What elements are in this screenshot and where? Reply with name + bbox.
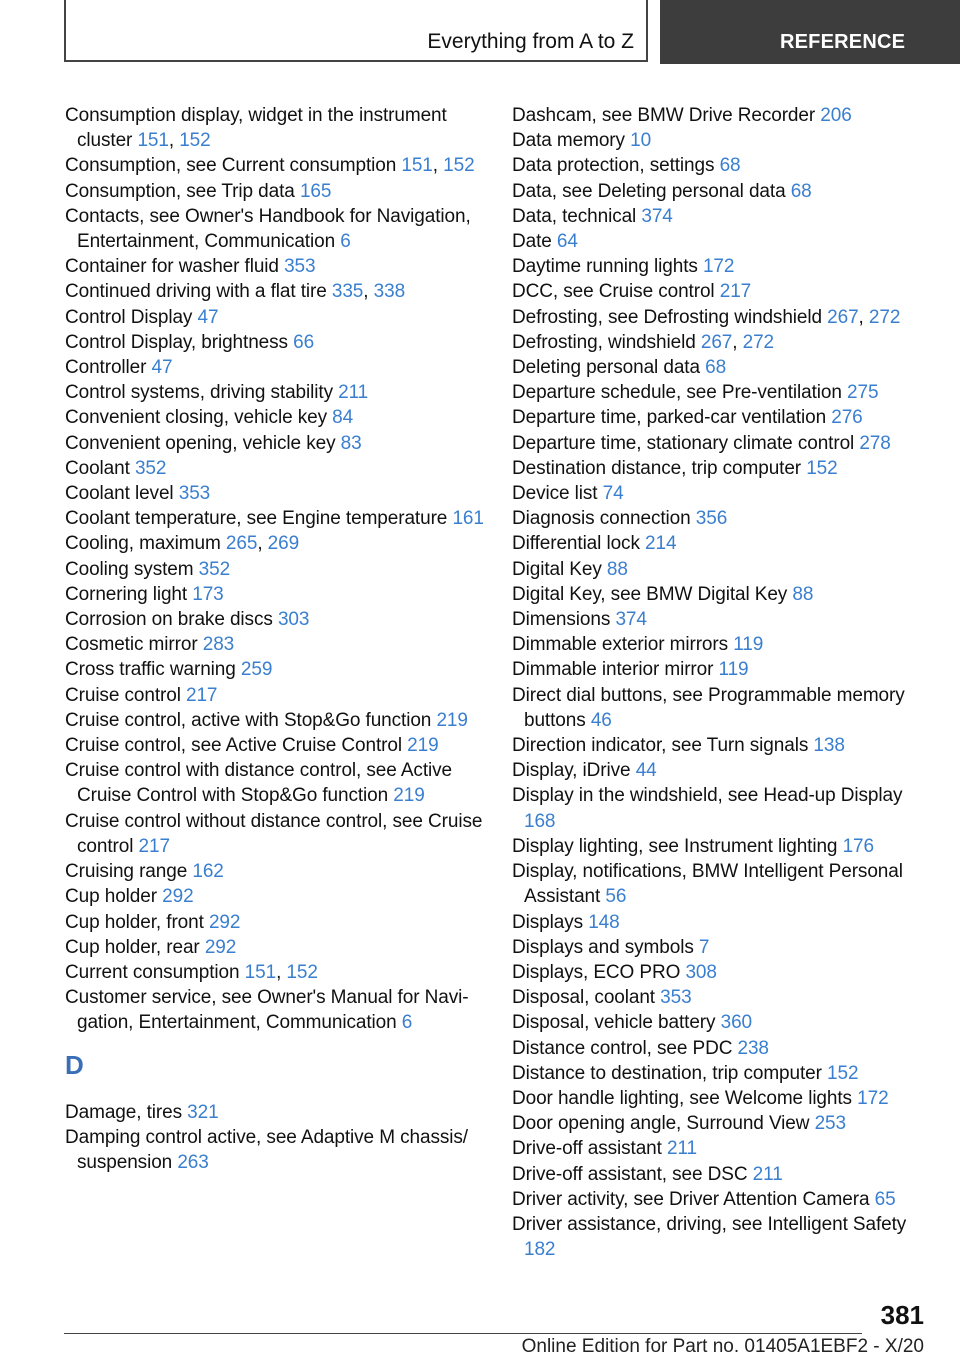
index-entry [512, 1187, 922, 1212]
page-link[interactable]: 119 [733, 634, 764, 656]
page-link[interactable]: 265 [225, 533, 258, 555]
index-entry [512, 405, 922, 430]
index-entry-term: Coolant [65, 457, 135, 479]
index-entry-term: Cruise control with distance control, see Active Cruise Control with Stop&Go function [65, 760, 452, 807]
index-entry-term: Cooling system [65, 558, 199, 580]
entries-d [65, 1100, 485, 1176]
index-entry [512, 229, 922, 254]
page-link[interactable]: 56 [605, 886, 627, 908]
index-entry [512, 506, 922, 531]
page-link[interactable]: 152 [286, 961, 318, 983]
index-entry-term: Dimensions [512, 609, 616, 631]
index-entry: Consumption display, widget in the instrument cluster 151, 152 [65, 105, 447, 152]
index-entry-term: Damage, tires [65, 1101, 188, 1123]
index-entry [512, 985, 922, 1010]
page-link[interactable]: 211 [338, 382, 369, 404]
page-link[interactable]: 68 [705, 357, 727, 379]
index-entry [512, 481, 922, 506]
page-link[interactable]: 353 [660, 987, 692, 1009]
index-entry [65, 859, 485, 884]
index-entry [65, 204, 485, 254]
index-entry-term: Defrosting, windshield [512, 331, 701, 353]
page-link[interactable]: 217 [138, 835, 170, 857]
page-link[interactable]: 292 [162, 886, 194, 908]
index-entry [65, 254, 485, 279]
index-entry-term: Display, notifications, BMW Intelligent Personal Assistant [512, 861, 903, 908]
index-entry [65, 884, 485, 909]
index-column-right [512, 103, 922, 1262]
page-link[interactable]: 172 [702, 256, 735, 278]
index-entry-term: Convenient closing, vehicle key [65, 407, 333, 429]
page-link[interactable]: 47 [151, 357, 173, 379]
index-entry [512, 1010, 922, 1035]
index-entry-term: Consumption, see Trip data [65, 180, 300, 202]
index-entry-term: Corrosion on brake discs [65, 609, 278, 631]
index-entry [512, 380, 922, 405]
index-entry-term: Continued driving with a flat tire [65, 281, 332, 303]
index-entry [512, 254, 922, 279]
index-entry-term: Differential lock [512, 533, 646, 555]
index-entry [512, 657, 922, 682]
page-link[interactable]: 219 [436, 709, 468, 731]
index-entry [65, 431, 485, 456]
index-entry-term: Daytime running lights [512, 256, 703, 278]
index-entry-term: Displays and symbols [512, 936, 699, 958]
page-link[interactable]: 217 [186, 684, 218, 706]
index-entry [65, 910, 485, 935]
index-entry-term: Data protection, settings [512, 155, 720, 177]
index-column-left [65, 103, 485, 1175]
index-entry-term: Cosmetic mirror [65, 634, 203, 656]
page-link[interactable]: 66 [293, 331, 315, 353]
page-link[interactable]: 206 [820, 105, 852, 126]
page-link[interactable]: 353 [284, 256, 316, 278]
index-entry [512, 128, 922, 153]
page-link[interactable]: 219 [407, 735, 439, 757]
index-entry-term: Driver assistance, driving, see Intelligent Safety [512, 1213, 907, 1235]
index-entry-term: Date [512, 231, 557, 253]
page-link[interactable]: 44 [635, 760, 657, 782]
index-entry [512, 179, 922, 204]
index-entry [65, 179, 485, 204]
index-entry-term: Diagnosis connection [512, 508, 696, 530]
index-entry: Continued driving with a flat tire 335, 338 [65, 281, 406, 303]
index-entry-term: Cruise control without distance control, see Cruise control [65, 810, 483, 857]
index-entry [65, 405, 485, 430]
page-link[interactable]: 278 [859, 432, 891, 454]
page-link[interactable]: 172 [857, 1087, 889, 1109]
page-link[interactable]: 253 [814, 1113, 846, 1135]
index-entry [512, 1136, 922, 1161]
index-entry [512, 355, 922, 380]
index-entry-term: DCC, see Cruise control [512, 281, 720, 303]
page-link[interactable]: 211 [666, 1138, 697, 1160]
page-link[interactable]: 292 [208, 911, 241, 933]
page-link[interactable]: 88 [606, 558, 628, 580]
index-entry-term: Display lighting, see Instrument lighting [512, 835, 843, 857]
index-entry-term: Device list [512, 483, 603, 505]
index-entry-term: Door handle lighting, see Welcome lights [512, 1087, 858, 1109]
page-link[interactable]: 238 [737, 1037, 769, 1059]
index-entry [512, 1111, 922, 1136]
index-entry-term: Digital Key, see BMW Digital Key [512, 583, 793, 605]
page-link[interactable]: 292 [204, 936, 237, 958]
index-entry-term: Control Display, brightness [65, 331, 294, 353]
index-entry-term: Cruise control [65, 684, 186, 706]
page-link[interactable]: 176 [842, 835, 874, 857]
index-entry [65, 708, 485, 733]
index-entry [512, 834, 922, 859]
index-entry-term: Disposal, coolant [512, 987, 661, 1009]
page-link[interactable]: 168 [524, 810, 556, 832]
page-link[interactable]: 335 [331, 281, 364, 303]
index-entry [65, 607, 485, 632]
index-entry-term: Cruise control, see Active Cruise Control [65, 735, 408, 757]
index-entry-term: Distance to destination, trip computer [512, 1062, 828, 1084]
page-link[interactable]: 267 [700, 331, 733, 353]
index-entry-term: Controller [65, 357, 152, 379]
index-entry [512, 960, 922, 985]
index-entry-term: Cornering light [65, 583, 193, 605]
index-entry [512, 1036, 922, 1061]
index-entry-term: Distance control, see PDC [512, 1037, 738, 1059]
index-entry-term: Departure time, stationary climate control [512, 432, 860, 454]
index-entry [512, 607, 922, 632]
page-link[interactable]: 308 [685, 961, 717, 983]
index-entry-term: Destination distance, trip computer [512, 457, 807, 479]
page-link[interactable]: 165 [299, 180, 332, 202]
page-link[interactable]: 152 [179, 130, 211, 152]
index-entry: Defrosting, see Defrosting windshield 267, 272 [512, 306, 901, 328]
index-entry [512, 733, 922, 758]
index-entry-term: Departure time, parked-car ventilation [512, 407, 832, 429]
index-entry [512, 431, 922, 456]
index-entry [65, 1100, 485, 1125]
page-link[interactable]: 211 [752, 1163, 783, 1185]
page-link[interactable]: 214 [645, 533, 677, 555]
page-link[interactable]: 352 [198, 558, 231, 580]
page-link[interactable]: 151 [244, 961, 277, 983]
index-entry: Current consumption 151, 152 [65, 961, 318, 983]
page-link[interactable]: 353 [178, 483, 211, 505]
index-entry-term: Direction indicator, see Turn signals [512, 735, 814, 757]
page-link[interactable]: 374 [615, 609, 647, 631]
page-link[interactable]: 269 [267, 533, 300, 555]
page-link[interactable]: 83 [340, 432, 362, 454]
index-entry-term: Cruise control, active with Stop&Go function [65, 709, 437, 731]
index-entry-term: Contacts, see Owner's Handbook for Navigation, Entertainment, Communication [65, 205, 471, 253]
index-entry [65, 380, 485, 405]
index-entry [512, 456, 922, 481]
page-link[interactable]: 272 [868, 306, 901, 328]
page-link[interactable]: 259 [240, 659, 273, 681]
index-entry [65, 758, 485, 808]
index-entry [65, 935, 485, 960]
page-link[interactable]: 68 [719, 155, 741, 177]
page-link[interactable]: 68 [790, 180, 812, 202]
page-link[interactable]: 6 [340, 231, 351, 253]
page-link[interactable]: 219 [393, 785, 425, 807]
index-entry-term: Display, iDrive [512, 760, 636, 782]
index-entry-term: Display in the windshield, see Head-up Display [512, 785, 903, 807]
page-link[interactable]: 46 [590, 709, 612, 731]
index-entry [512, 758, 922, 783]
index-entry-term: Cooling, maximum [65, 533, 226, 555]
index-entry-term: Cup holder, rear [65, 936, 205, 958]
index-entry [512, 103, 922, 128]
index-entry-term: Cup holder, front [65, 911, 209, 933]
page-link[interactable]: 352 [134, 457, 167, 479]
index-entry [512, 153, 922, 178]
page-link[interactable]: 338 [373, 281, 406, 303]
page-link[interactable]: 138 [813, 735, 845, 757]
index-entry-term: Convenient opening, vehicle key [65, 432, 341, 454]
page-link[interactable]: 84 [332, 407, 354, 429]
page-link[interactable]: 356 [695, 508, 728, 530]
index-entry-term: Deleting personal data [512, 357, 706, 379]
index-entry-term: Cross traffic warning [65, 659, 241, 681]
page-link[interactable]: 360 [720, 1012, 753, 1034]
page-link[interactable]: 275 [847, 382, 879, 404]
index-entry-term: Control Display [65, 306, 198, 328]
index-entry [512, 935, 922, 960]
index-entry-term: Dimmable exterior mirrors [512, 634, 734, 656]
page-link[interactable]: 303 [277, 609, 310, 631]
index-entry-term: Departure schedule, see Pre-ventilation [512, 382, 848, 404]
index-entry-term: Coolant temperature, see Engine temperature [65, 508, 453, 530]
entries-c [65, 103, 485, 1036]
index-entry [512, 557, 922, 582]
index-entry: Consumption, see Current consumption 151, 152 [65, 155, 475, 177]
index-entry [65, 557, 485, 582]
index-entry-term: Direct dial buttons, see Programmable memory buttons [512, 684, 905, 731]
index-entry [65, 809, 485, 859]
index-entry-term: Customer service, see Owner's Manual for Navigation, Entertainment, Communication [65, 987, 469, 1034]
index-entry-term: Damping control active, see Adaptive M chassis/ suspension [65, 1126, 468, 1173]
page-link[interactable]: 6 [401, 1012, 413, 1034]
index-entry [512, 1086, 922, 1111]
index-entry [65, 305, 485, 330]
page-link[interactable]: 151 [401, 155, 433, 177]
index-entry-term: Cruising range [65, 861, 193, 883]
page-link[interactable]: 119 [718, 659, 749, 681]
page-link[interactable]: 152 [827, 1062, 859, 1084]
index-entry-term: Driver activity, see Driver Attention Camera [512, 1188, 875, 1210]
page-link[interactable]: 10 [630, 130, 652, 152]
index-entry [512, 1212, 922, 1262]
index-entry [65, 632, 485, 657]
page-link[interactable]: 267 [827, 306, 859, 328]
header-frame [64, 0, 648, 62]
index-entry [512, 783, 922, 833]
page-link[interactable]: 374 [641, 205, 673, 227]
index-entry-term: Container for washer fluid [65, 256, 285, 278]
page-link[interactable]: 148 [588, 911, 620, 933]
page-link[interactable]: 217 [719, 281, 752, 303]
page-link[interactable]: 47 [197, 306, 219, 328]
page-link[interactable]: 152 [806, 457, 838, 479]
index-entry [65, 355, 485, 380]
index-entry-term: Data memory [512, 130, 631, 152]
index-entry-term: Displays [512, 911, 589, 933]
index-entry-term: Defrosting, see Defrosting windshield [512, 306, 828, 328]
index-entry [65, 733, 485, 758]
header-title: Everything from A to Z [427, 30, 634, 53]
page-link[interactable]: 162 [192, 861, 224, 883]
edition-footer: Online Edition for Part no. 01405A1EBF2 - X/20 [521, 1336, 924, 1357]
index-entry [512, 279, 922, 304]
page-link[interactable]: 272 [742, 331, 775, 353]
index-entry-term: Drive-off assistant, see DSC [512, 1163, 753, 1185]
page-link[interactable]: 74 [602, 483, 624, 505]
index-entry-term: Drive-off assistant [512, 1138, 667, 1160]
index-entry-term: Door opening angle, Surround View [512, 1113, 815, 1135]
index-entry [512, 910, 922, 935]
page-link[interactable]: 321 [187, 1101, 219, 1123]
index-entry [512, 859, 922, 909]
page-link[interactable]: 276 [831, 407, 863, 429]
index-entry-term: Current consumption [65, 961, 245, 983]
page-link[interactable]: 173 [192, 583, 224, 605]
index-entry [65, 683, 485, 708]
index-entry [65, 330, 485, 355]
page-link[interactable]: 64 [556, 231, 578, 253]
section-letter-heading: D [65, 1049, 84, 1080]
index-entry [512, 204, 922, 229]
index-entry-term: Dimmable interior mirror [512, 659, 719, 681]
page-link[interactable]: 182 [524, 1239, 556, 1261]
index-entry [512, 1061, 922, 1086]
index-entry-term: Disposal, vehicle battery [512, 1012, 721, 1034]
index-entry [512, 582, 922, 607]
page-link[interactable]: 161 [452, 508, 484, 530]
page-link[interactable]: 88 [792, 583, 814, 605]
index-entry: Cooling, maximum 265, 269 [65, 533, 300, 555]
index-entry-term: Consumption, see Current consumption [65, 155, 402, 177]
index-entry-term: Data, see Deleting personal data [512, 180, 791, 202]
page-link[interactable]: 283 [202, 634, 235, 656]
index-entry-term: Dashcam, see BMW Drive Recorder [512, 105, 821, 126]
index-entry-term: Displays, ECO PRO [512, 961, 686, 983]
index-entry: Defrosting, windshield 267, 272 [512, 331, 775, 353]
index-entry [65, 582, 485, 607]
index-entry [512, 1162, 922, 1187]
index-entry [65, 481, 485, 506]
index-entry [65, 985, 485, 1035]
page-link[interactable]: 152 [443, 155, 475, 177]
index-entry-term: Coolant level [65, 483, 179, 505]
index-entry [512, 683, 922, 733]
entries-d-continued [512, 103, 922, 1262]
index-entry [65, 456, 485, 481]
index-entry-term: Control systems, driving stability [65, 382, 339, 404]
index-entry-term: Cup holder [65, 886, 163, 908]
page-link[interactable]: 65 [874, 1188, 896, 1210]
index-entry [65, 657, 485, 682]
index-entry [65, 1125, 485, 1175]
page-link[interactable]: 151 [137, 130, 169, 152]
index-entry [512, 531, 922, 556]
page-number: 381 [880, 1300, 924, 1330]
index-entry [65, 506, 485, 531]
index-entry [512, 632, 922, 657]
page-link[interactable]: 263 [177, 1151, 209, 1173]
index-entry-term: Data, technical [512, 205, 642, 227]
footer-divider [64, 1333, 862, 1334]
section-tab[interactable]: REFERENCE [660, 0, 960, 64]
index-entry-term: Digital Key [512, 558, 607, 580]
page-link[interactable]: 7 [698, 936, 710, 958]
index-entry-term: Consumption display, widget in the instrument cluster [65, 105, 447, 152]
